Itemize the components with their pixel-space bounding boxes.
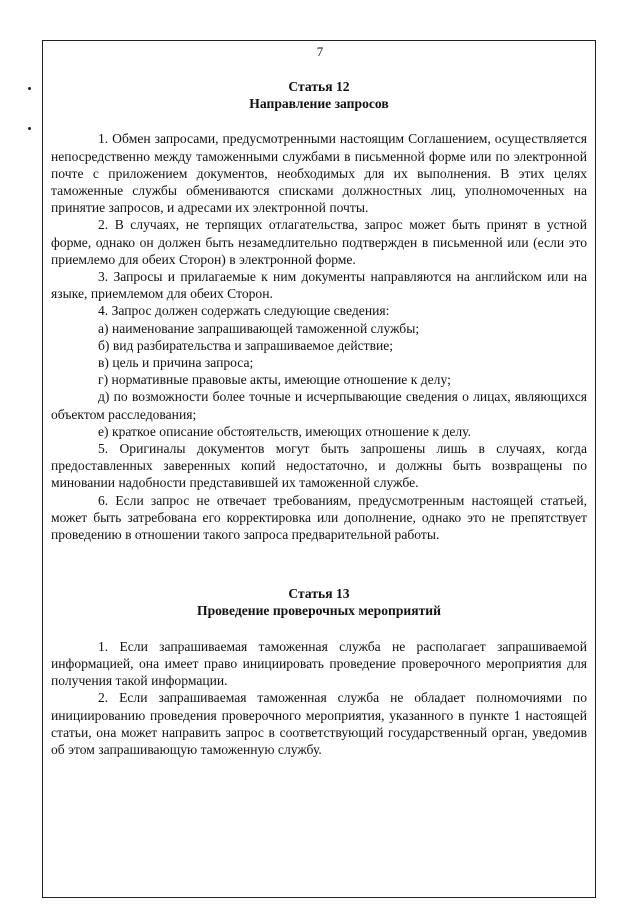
- list-item: г) нормативные правовые акты, имеющие отношение к делу;: [98, 372, 451, 388]
- article-subtitle: Проведение проверочных мероприятий: [197, 603, 441, 619]
- article-title: Статья 12: [288, 79, 350, 94]
- paragraph: 2. Если запрашиваемая таможенная служба не обладает полномочиями по инициированию проведения проверочного мероприятия, указанного в пункте 1 настоящей статьи, она может направить запрос в соответствующий государственный орган, уведомив об этом запрашивающую таможенную службу.: [51, 690, 587, 757]
- paragraph: 1. Если запрашиваемая таможенная служба не располагает запрашиваемой информацией, она имеет право инициировать проведение проверочного мероприятия для получения такой информации.: [51, 638, 587, 689]
- list-item: в) цель и причина запроса;: [98, 355, 254, 371]
- paragraph: 4. Запрос должен содержать следующие сведения:: [98, 303, 390, 319]
- article-subtitle: Направление запросов: [249, 96, 389, 112]
- paragraph: 6. Если запрос не отвечает требованиям, предусмотренным настоящей статьей, может быть затребована его корректировка или дополнение, однако это не препятствует проведению в отношении такого запроса предварительной работы.: [51, 492, 587, 543]
- paragraph: 5. Оригиналы документов могут быть запрошены лишь в случаях, когда предоставленных заверенных копий недостаточно, и должны быть возвращены по миновании надобности представившей их таможенной службе.: [51, 441, 587, 491]
- article-title: Статья 13: [288, 586, 350, 602]
- list-item: е) краткое описание обстоятельств, имеющих отношение к делу.: [98, 423, 471, 439]
- paragraph: 1. Обмен запросами, предусмотренными настоящим Соглашением, осуществляется непосредственно между таможенными службами в письменной форме или по электронной почте с приложением документов, необходимых для их выполнения. В этих целях таможенные службы обмениваются списками должностных лиц, уполномоченных на принятие запросов, и адресами их электронной почты.: [51, 131, 587, 216]
- document-body: [51, 78, 587, 758]
- scan-speck: [28, 127, 31, 130]
- article-13: [51, 585, 587, 758]
- page-number: 7: [316, 44, 324, 59]
- list-item: а) наименование запрашивающей таможенной службы;: [98, 320, 420, 336]
- article-12: [51, 78, 587, 543]
- paragraph: 3. Запросы и прилагаемые к ним документы направляются на английском или на языке, приемлемом для обеих Сторон.: [51, 269, 587, 302]
- scan-speck: [28, 87, 31, 90]
- list-item: б) вид разбирательства и запрашиваемое действие;: [98, 337, 394, 353]
- list-item: д) по возможности более точные и исчерпывающие сведения о лицах, являющихся объектом расследования;: [51, 389, 587, 422]
- paragraph: 2. В случаях, не терпящих отлагательства, запрос может быть принят в устной форме, однако он должен быть незамедлительно подтвержден в письменной или (если это приемлемо для обеих Сторон) в электронной форме.: [51, 217, 587, 267]
